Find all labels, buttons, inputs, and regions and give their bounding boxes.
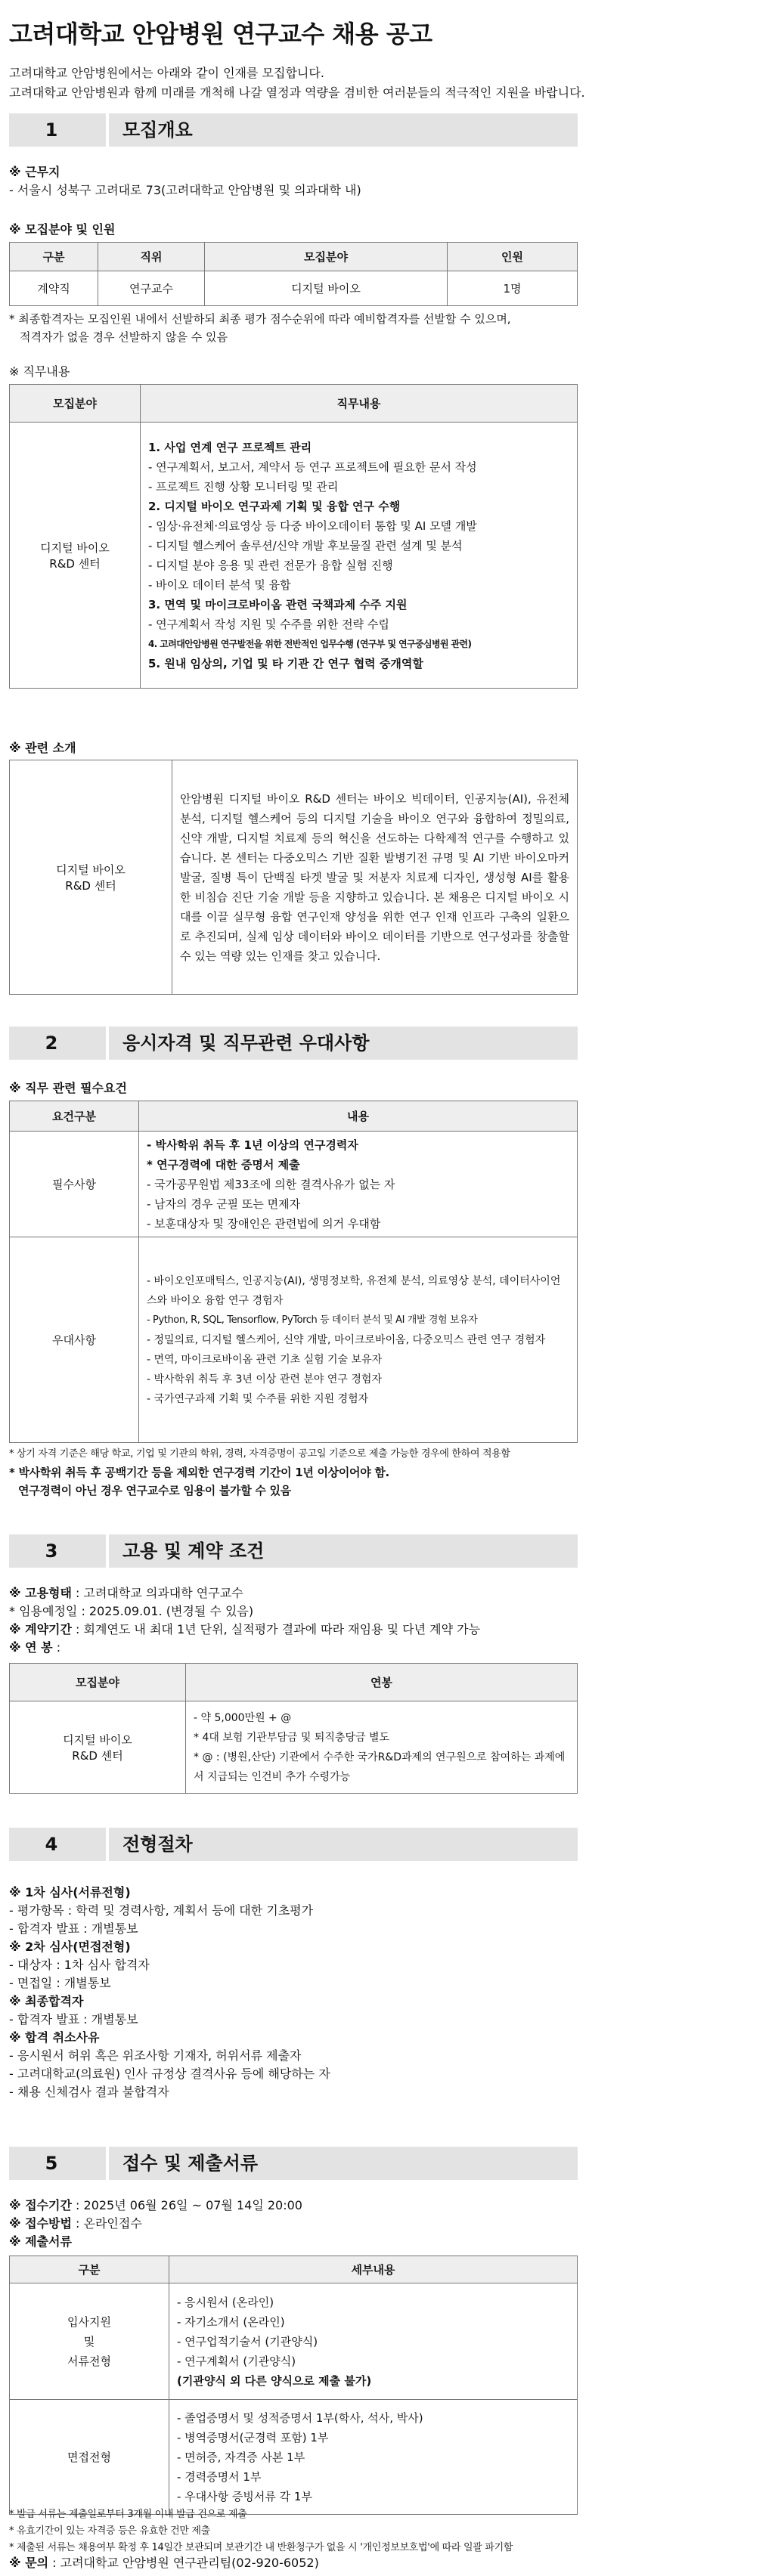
section-divider xyxy=(106,1534,109,1568)
req-item: * 연구경력에 대한 증명서 제출 xyxy=(147,1157,300,1172)
req-item: - 보훈대상자 및 장애인은 관련법에 의거 우대함 xyxy=(147,1216,381,1231)
qual-notes xyxy=(9,1445,510,1500)
field-cell xyxy=(10,760,172,995)
section-number: 3 xyxy=(45,1540,58,1562)
recruit-heading: ※ 모집분야 및 인원 xyxy=(9,222,116,237)
section-divider xyxy=(106,1026,109,1060)
line-label: ※ 제출서류 xyxy=(9,2234,72,2249)
int-cell xyxy=(169,2400,578,2515)
salary-cell xyxy=(186,1701,578,1794)
location-text: - 서울시 성북구 고려대로 73(고려대학교 안암병원 및 의과대학 내) xyxy=(9,183,361,197)
duty-item: - 연구계획서, 보고서, 계약서 등 연구 프로젝트에 필요한 문서 작성 xyxy=(148,460,477,474)
section-divider xyxy=(106,113,109,147)
int-item: - 경력증명서 1부 xyxy=(177,2469,262,2484)
application-lines xyxy=(9,2197,302,2251)
duty-item: - 디지털 헬스케어 솔루션/신약 개발 후보물질 관련 설계 및 분석 xyxy=(148,538,463,553)
pref-item: - 박사학위 취득 후 3년 이상 관련 분야 연구 경험자 xyxy=(147,1373,382,1386)
section-number: 1 xyxy=(45,119,58,141)
location-block xyxy=(9,163,361,200)
section-number: 4 xyxy=(45,1834,58,1855)
note-line: * 최종합격자는 모집인원 내에서 선발하되 최종 평가 점수순위에 따라 예비합격자를 선발할 수 있으며, xyxy=(9,312,511,326)
contract-line xyxy=(9,1639,480,1657)
org-heading: ※ 관련 소개 xyxy=(9,741,76,755)
section-title: 모집개요 xyxy=(122,119,193,141)
org-description: 안암병원 디지털 바이오 R&D 센터는 바이오 빅데이터, 인공지능(AI), 유전체 분석, 디지털 헬스케어 등의 디지털 기술을 바이오 연구와 융합하여 정밀의료, 신약 개발, 디지털 치료제 등의 혁신을 선도하는 다학제적 연구를 수행하고 있습니다. 본 센터는 다중오믹스 기반 질환 발병기전 규명 및 AI 기반 바이오마커 발굴, 질병 특이 단백질 타겟 발굴 및 저분자 치료제 디자인, 생성형 AI를 활용한 비침습 진단 기술 개발 등을 지향하고 있습니다. 본 채용은 디지털 바이오 시대를 이끌 실무형 융합 연구인재 양성을 위한 연구 인재 인프라 구축의 일환으로 추진되며, 실제 임상 데이터와 바이오 데이터를 기반으로 연구성과를 창출할 수 있는 역량 있는 인재를 찾고 있습니다. xyxy=(172,760,578,995)
step-line: - 응시원서 허위 혹은 위조사항 기재자, 허위서류 제출자 xyxy=(9,2048,302,2063)
pref-item: - 면역, 마이크로바이옴 관련 기초 실험 기술 보유자 xyxy=(147,1353,383,1366)
step-line: - 채용 신체검사 결과 불합격자 xyxy=(9,2085,169,2099)
line-label: ※ 접수방법 xyxy=(9,2216,72,2231)
doc-notes xyxy=(9,2506,513,2556)
col-header: 직무내용 xyxy=(141,385,578,423)
note-line: * 유효기간이 있는 자격증 등은 유효한 건만 제출 xyxy=(9,2525,210,2537)
contract-line xyxy=(9,1621,480,1639)
contract-line xyxy=(9,1584,480,1602)
table-row xyxy=(10,2400,578,2515)
field-line: 디지털 바이오 xyxy=(63,1732,132,1747)
app-line xyxy=(9,2197,302,2215)
salary-table xyxy=(9,1663,578,1794)
pref-item: - 국가연구과제 기획 및 수주를 위한 지원 경험자 xyxy=(147,1392,369,1405)
doc-item: - 자기소개서 (온라인) xyxy=(177,2314,285,2329)
duty-item: - 연구계획서 작성 지원 및 수주를 위한 전략 수립 xyxy=(148,617,389,631)
int-label: 면접전형 xyxy=(10,2400,169,2515)
section-divider xyxy=(106,1828,109,1861)
step-line: ※ 1차 심사(서류전형) xyxy=(9,1885,131,1899)
line-text: : 회계연도 내 최대 1년 단위, 실적평가 결과에 따라 재임용 및 다년 계약 가능 xyxy=(71,1622,481,1636)
field-cell xyxy=(10,423,141,689)
doc-item: - 응시원서 (온라인) xyxy=(177,2295,274,2309)
field-cell xyxy=(10,1701,186,1794)
label-line: 서류전형 xyxy=(67,2354,111,2368)
cell: 연구교수 xyxy=(98,271,205,306)
duty-item: - 임상·유전체·의료영상 등 다중 바이오데이터 통합 및 AI 모델 개발 xyxy=(148,519,477,533)
int-item: - 면허증, 자격증 사본 1부 xyxy=(177,2450,305,2464)
req-item: - 남자의 경우 군필 또는 면제자 xyxy=(147,1197,301,1211)
field-line: R&D 센터 xyxy=(65,878,116,893)
salary-item: * 4대 보험 기관부담금 및 퇴직충당금 별도 xyxy=(194,1731,389,1744)
section-3-header xyxy=(9,1534,578,1568)
req-item: - 박사학위 취득 후 1년 이상의 연구경력자 xyxy=(147,1138,358,1152)
col-header: 연봉 xyxy=(186,1664,578,1701)
doc-item: - 연구계획서 (기관양식) xyxy=(177,2354,296,2368)
step-line: - 면접일 : 개별통보 xyxy=(9,1976,111,1990)
col-header: 구분 xyxy=(10,2256,169,2283)
line-text: : xyxy=(52,1640,61,1655)
doc-item: (기관양식 외 다른 양식으로 제출 불가) xyxy=(177,2373,372,2388)
step-line: - 고려대학교(의료원) 인사 규정상 결격사유 등에 해당하는 자 xyxy=(9,2067,330,2081)
contact-line xyxy=(9,2555,319,2571)
cell: 1명 xyxy=(448,271,578,306)
note-line: * 발급 서류는 제출일로부터 3개월 이내 발급 건으로 제출 xyxy=(9,2509,247,2520)
salary-item: * @ : (병원,산단) 기관에서 수주한 국가R&D과제의 연구원으로 참여하는 과제에서 지급되는 인건비 추가 수령가능 xyxy=(194,1751,566,1783)
duty-item: - 바이오 데이터 분석 및 융합 xyxy=(148,577,291,592)
note-line: * 상기 자격 기준은 해당 학교, 기업 및 기관의 학위, 경력, 자격증명이 공고일 기준으로 제출 가능한 경우에 한하여 적용함 xyxy=(9,1448,510,1460)
duty-cell xyxy=(141,423,578,689)
col-header: 모집분야 xyxy=(205,243,448,271)
qual-table xyxy=(9,1101,578,1443)
line-text: : 2025년 06월 26일 ~ 07월 14일 20:00 xyxy=(71,2198,302,2212)
req-item: - 국가공무원법 제33조에 의한 결격사유가 없는 자 xyxy=(147,1177,395,1191)
section-title: 접수 및 제출서류 xyxy=(122,2153,258,2174)
duty-heading: ※ 직무내용 xyxy=(9,364,70,379)
pref-item: - Python, R, SQL, Tensorflow, PyTorch 등 데이터 분석 및 AI 개발 경험 보유자 xyxy=(147,1314,478,1326)
req-heading: ※ 직무 관련 필수요건 xyxy=(9,1081,127,1095)
doc-item: - 연구업적기술서 (기관양식) xyxy=(177,2334,318,2348)
section-divider xyxy=(106,2147,109,2180)
line-label: ※ 연 봉 xyxy=(9,1640,53,1655)
line-label: ※ 고용형태 xyxy=(9,1586,72,1600)
cell: 디지털 바이오 xyxy=(205,271,448,306)
field-line: 디지털 바이오 xyxy=(40,540,110,555)
col-header: 요건구분 xyxy=(10,1101,139,1132)
table-row xyxy=(10,1701,578,1794)
label-line: 및 xyxy=(83,2334,95,2348)
req-label: 필수사항 xyxy=(10,1132,139,1237)
pref-item: - 정밀의료, 디지털 헬스케어, 신약 개발, 마이크로바이옴, 다중오믹스 관련 연구 경험자 xyxy=(147,1333,546,1346)
col-header: 세부내용 xyxy=(169,2256,578,2283)
salary-item: - 약 5,000만원 + @ xyxy=(194,1711,292,1724)
org-table xyxy=(9,760,578,995)
step-line: - 합격자 발표 : 개별통보 xyxy=(9,1921,138,1936)
section-2-header xyxy=(9,1026,578,1060)
section-4-header xyxy=(9,1828,578,1861)
table-row xyxy=(10,423,578,689)
intro xyxy=(9,63,585,103)
table-row xyxy=(10,760,578,995)
note-line: 적격자가 없을 경우 선발하지 않을 수 있음 xyxy=(20,330,228,344)
int-item: - 병역증명서(군경력 포함) 1부 xyxy=(177,2430,329,2444)
field-line: 디지털 바이오 xyxy=(56,862,126,877)
contact-text: : 고려대학교 안암병원 연구관리팀(02-920-6052) xyxy=(48,2556,319,2570)
selection-steps xyxy=(9,1884,330,2101)
app-line xyxy=(9,2233,302,2251)
documents-table xyxy=(9,2256,578,2515)
contract-lines xyxy=(9,1584,480,1657)
note-line: 연구경력이 아닌 경우 연구교수로 임용이 불가할 수 있음 xyxy=(18,1484,291,1497)
page-title: 고려대학교 안암병원 연구교수 채용 공고 xyxy=(9,20,432,48)
note-line: * 박사학위 취득 후 공백기간 등을 제외한 연구경력 기간이 1년 이상이어야 함. xyxy=(9,1466,389,1479)
line-text: : 온라인접수 xyxy=(71,2216,142,2231)
cell: 계약직 xyxy=(10,271,98,306)
section-number: 5 xyxy=(45,2153,58,2174)
section-1-header xyxy=(9,113,578,147)
pref-cell xyxy=(139,1237,578,1443)
req-cell xyxy=(139,1132,578,1237)
col-header: 내용 xyxy=(139,1101,578,1132)
line-label: ※ 계약기간 xyxy=(9,1622,72,1636)
contract-line xyxy=(9,1602,480,1621)
pref-label: 우대사항 xyxy=(10,1237,139,1443)
duty-item: - 프로젝트 진행 상황 모니터링 및 관리 xyxy=(148,479,339,494)
section-title: 전형절차 xyxy=(122,1834,193,1855)
table-row xyxy=(10,1237,578,1443)
step-line: ※ 최종합격자 xyxy=(9,1994,84,2008)
int-item: - 우대사항 증빙서류 각 1부 xyxy=(177,2489,312,2503)
int-item: - 졸업증명서 및 성적증명서 1부(학사, 석사, 박사) xyxy=(177,2410,423,2425)
recruit-note xyxy=(9,310,511,346)
field-line: R&D 센터 xyxy=(49,556,101,571)
col-header: 구분 xyxy=(10,243,98,271)
label-line: 입사지원 xyxy=(67,2314,111,2329)
col-header: 인원 xyxy=(448,243,578,271)
pref-item: - 바이오인포매틱스, 인공지능(AI), 생명정보학, 유전체 분석, 의료영상 분석, 데이터사이언스와 바이오 융합 연구 경험자 xyxy=(147,1274,561,1307)
step-line: ※ 합격 취소사유 xyxy=(9,2030,100,2045)
contact-label: ※ 문의 xyxy=(9,2556,49,2570)
section-title: 고용 및 계약 조건 xyxy=(122,1540,265,1562)
duty-item: - 디지털 분야 응용 및 관련 전문가 융합 실험 진행 xyxy=(148,558,393,572)
step-line: ※ 2차 심사(면접전형) xyxy=(9,1940,131,1954)
step-line: - 합격자 발표 : 개별통보 xyxy=(9,2012,138,2026)
line-text: * 임용예정일 : 2025.09.01. (변경될 수 있음) xyxy=(9,1604,254,1618)
doc-label xyxy=(10,2283,169,2400)
line-label: ※ 접수기간 xyxy=(9,2198,72,2212)
section-number: 2 xyxy=(45,1033,58,1054)
duty-item: 3. 면역 및 마이크로바이옴 관련 국책과제 수주 지원 xyxy=(148,597,408,611)
step-line: - 평가항목 : 학력 및 경력사항, 계획서 등에 대한 기초평가 xyxy=(9,1903,314,1918)
duty-table xyxy=(9,384,578,689)
step-line: - 대상자 : 1차 심사 합격자 xyxy=(9,1958,150,1972)
intro-line: 고려대학교 안암병원과 함께 미래를 개척해 나갈 열정과 역량을 겸비한 여러분들의 적극적인 지원을 바랍니다. xyxy=(9,85,585,100)
location-heading: ※ 근무지 xyxy=(9,165,60,179)
app-line xyxy=(9,2215,302,2233)
col-header: 모집분야 xyxy=(10,385,141,423)
duty-item: 5. 원내 임상의, 기업 및 타 기관 간 연구 협력 중개역할 xyxy=(148,656,423,670)
note-line: * 제출된 서류는 채용여부 확정 후 14일간 보관되며 보관기간 내 반환청구가 없을 시 '개인정보보호법'에 따라 일괄 파기함 xyxy=(9,2542,513,2553)
recruit-table xyxy=(9,242,578,306)
table-row xyxy=(10,1132,578,1237)
section-5-header xyxy=(9,2147,578,2180)
duty-item: 1. 사업 연계 연구 프로젝트 관리 xyxy=(148,440,312,454)
doc-cell xyxy=(169,2283,578,2400)
field-line: R&D 센터 xyxy=(72,1748,123,1763)
duty-item: 4. 고려대안암병원 연구발전을 위한 전반적인 업무수행 (연구부 및 연구중심병원 관련) xyxy=(148,638,472,649)
table-row xyxy=(10,271,578,306)
line-text: : 고려대학교 의과대학 연구교수 xyxy=(71,1586,243,1600)
intro-line: 고려대학교 안암병원에서는 아래와 같이 인재를 모집합니다. xyxy=(9,66,324,80)
col-header: 모집분야 xyxy=(10,1664,186,1701)
table-row xyxy=(10,2283,578,2400)
duty-item: 2. 디지털 바이오 연구과제 기획 및 융합 연구 수행 xyxy=(148,499,401,513)
section-title: 응시자격 및 직무관련 우대사항 xyxy=(122,1033,370,1054)
col-header: 직위 xyxy=(98,243,205,271)
